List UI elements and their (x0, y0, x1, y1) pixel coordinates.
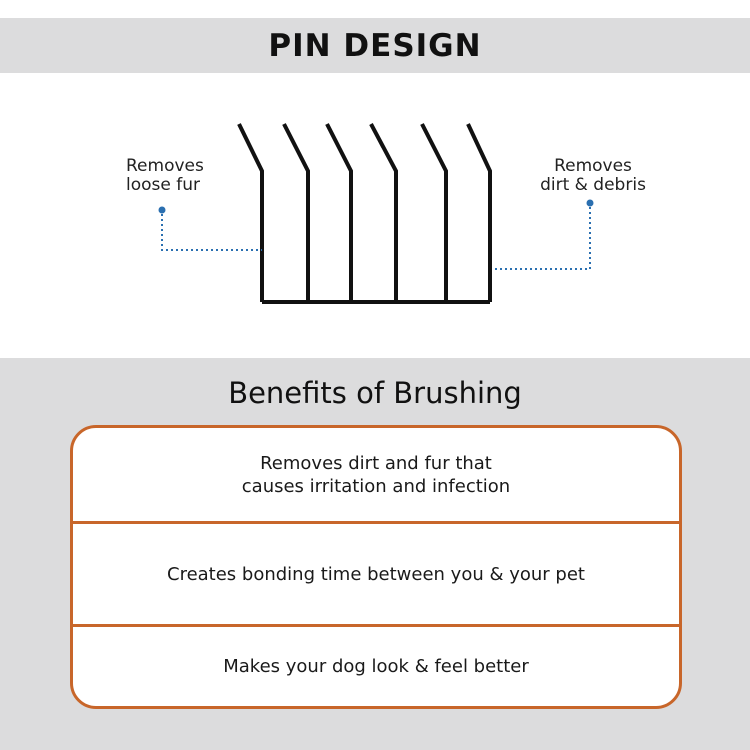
pin-4 (371, 124, 396, 302)
title-bar (0, 18, 750, 73)
benefits-list (70, 425, 682, 709)
benefit-2-text: Creates bonding time between you & your pet (167, 563, 585, 585)
leader-line-left (162, 214, 262, 250)
pin-6 (468, 124, 490, 302)
pin-1 (239, 124, 262, 302)
leader-dot-left (159, 207, 166, 214)
pin-illustration (0, 73, 750, 358)
benefit-1-line2: causes irritation and infection (241, 475, 511, 497)
benefit-item-3 (73, 627, 679, 706)
callout-right-line1: Removes (554, 156, 632, 176)
pin-2 (284, 124, 308, 302)
pin-diagram (0, 73, 750, 358)
pin-3 (327, 124, 351, 302)
benefit-item-2 (73, 524, 679, 624)
callout-right-line2: dirt & debris (540, 175, 646, 195)
page-title: PIN DESIGN (268, 27, 482, 64)
benefit-3-text: Makes your dog look & feel better (223, 656, 529, 677)
callout-left-line1: Removes (126, 156, 204, 176)
callout-loose-fur (126, 157, 204, 195)
benefits-title: Benefits of Brushing (228, 376, 522, 410)
pin-5 (422, 124, 446, 302)
benefits-section (0, 358, 750, 750)
benefit-item-1 (73, 428, 679, 521)
callout-dirt-debris (538, 157, 648, 195)
callout-left-line2: loose fur (126, 175, 200, 195)
leader-dot-right (587, 200, 594, 207)
benefit-1-line1: Removes dirt and fur that (260, 452, 492, 474)
leader-line-right (494, 207, 590, 269)
